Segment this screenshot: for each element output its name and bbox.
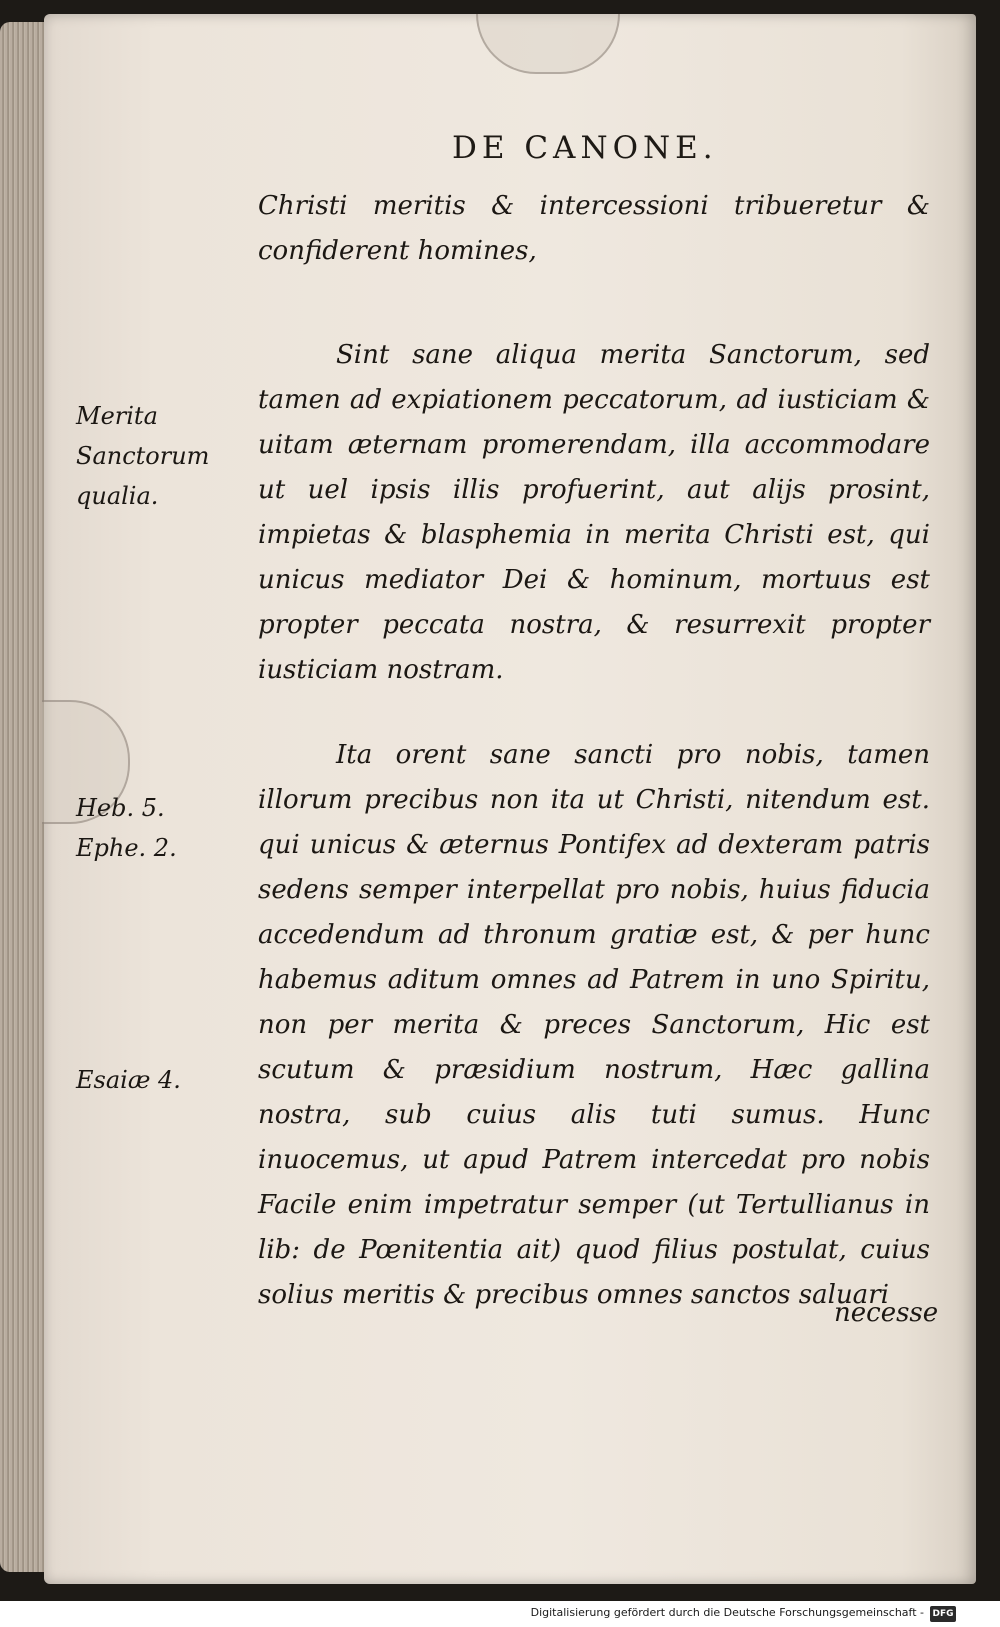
footer-credit: Digitalisierung gefördert durch die Deutsche Forschungsgemeinschaft - (530, 1606, 924, 1619)
marginal-note-ephe: Ephe. 2. (76, 834, 177, 862)
dfg-logo-icon: DFG (930, 1606, 956, 1622)
page-clip-top (476, 14, 620, 74)
paragraph-3: Ita orent sane sancti pro nobis, tamen illorum precibus non ita ut Christi, nitendum est. qui unicus & æternus Pontifex ad dexteram patris sedens semper interpellat pro nobis, huius fiducia accedendum ad thronum gratiæ est, & per hunc habemus aditum omnes ad Patrem in uno Spiritu, non per merita & preces Sanctorum, Hic est scutum & præsidium nostrum, Hæc gallina nostra, sub cuius alis tuti sumus. Hunc inuocemus, ut apud Patrem intercedat pro nobis Facile enim impetratur semper (ut Tertullianus in lib: de Pœnitentia ait) quod filius postulat, cuius solius meritis & precibus omnes sanctos saluari (258, 740, 930, 1310)
marginal-note-esaiae: Esaiæ 4. (76, 1066, 181, 1094)
paragraph-2: Sint sane aliqua merita Sanctorum, sed tamen ad expiationem peccatorum, ad iusticiam & uitam æternam promerendam, illa accommodare ut uel ipsis illis profuerint, aut alijs prosint, impietas & blasphemia in merita Christi est, qui unicus mediator Dei & hominum, mortuus est propter peccata nostra, & resurrexit propter iusticiam nostram. (258, 340, 930, 685)
footer-bar (0, 1601, 1000, 1627)
catchword: necesse (834, 1298, 939, 1328)
marginal-note-heb: Heb. 5. (76, 794, 165, 822)
running-head: DE CANONE. (452, 130, 718, 166)
marginal-note-merita: Merita Sanctorum qualia. (76, 402, 210, 510)
paragraph-1: Christi meritis & intercessioni tribueretur & confiderent homines, (258, 191, 930, 266)
